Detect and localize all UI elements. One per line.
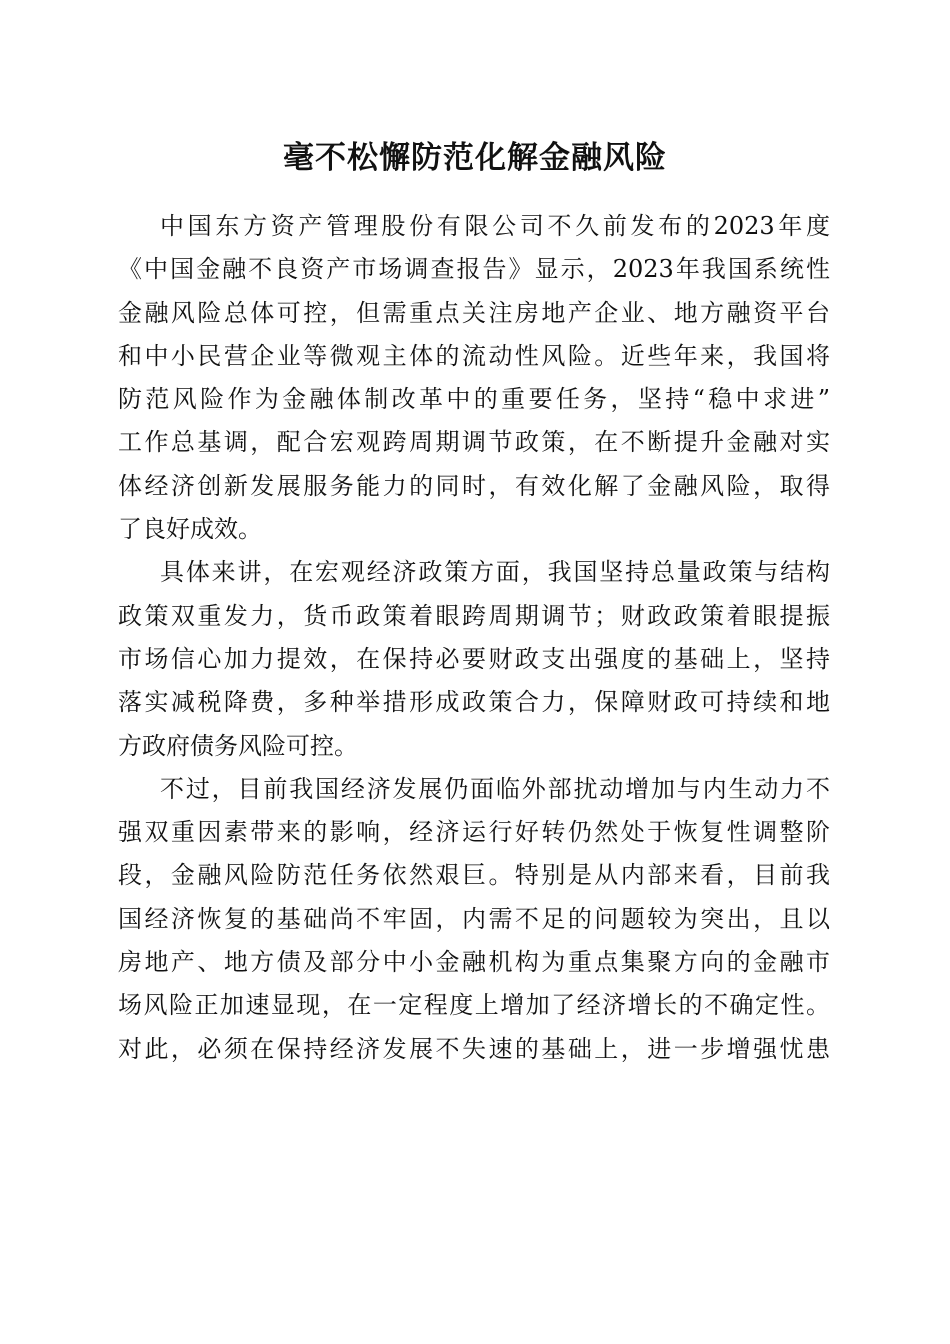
text-line: 具体来讲，在宏观经济政策方面，我国坚持总量政策与结构 (160, 558, 830, 587)
text-line: 中国东方资产管理股份有限公司不久前发布的2023年度 (160, 212, 830, 240)
text-line: 国经济恢复的基础尚不牢固，内需不足的问题较为突出，且以 (118, 904, 830, 933)
text-line: 金融风险总体可控，但需重点关注房地产企业、地方融资平台 (118, 298, 830, 327)
text-line: 政策双重发力，货币政策着眼跨周期调节；财政政策着眼提振 (118, 601, 830, 630)
text-line: 房地产、地方债及部分中小金融机构为重点集聚方向的金融市 (118, 948, 830, 977)
text-line: 对此，必须在保持经济发展不失速的基础上，进一步增强忧患 (118, 1034, 830, 1063)
text-line: 段，金融风险防范任务依然艰巨。特别是从内部来看，目前我 (118, 861, 830, 890)
text-line: 体经济创新发展服务能力的同时，有效化解了金融风险，取得 (118, 471, 830, 500)
paragraph-2 (118, 551, 830, 767)
text-line: 和中小民营企业等微观主体的流动性风险。近些年来，我国将 (118, 341, 830, 370)
paragraph-1 (118, 205, 830, 551)
document-body (118, 205, 830, 1071)
text-line: 强双重因素带来的影响，经济运行好转仍然处于恢复性调整阶 (118, 818, 830, 847)
text-line: 了良好成效。 (118, 515, 262, 544)
text-line: 《中国金融不良资产市场调查报告》显示，2023年我国系统性 (118, 255, 830, 284)
text-line: 方政府债务风险可控。 (118, 731, 358, 760)
text-line: 防范风险作为金融体制改革中的重要任务，坚持“稳中求进” (118, 385, 830, 414)
text-line: 不过，目前我国经济发展仍面临外部扰动增加与内生动力不 (160, 774, 830, 803)
paragraph-3 (118, 768, 830, 1071)
document-title: 毫不松懈防范化解金融风险 (283, 140, 667, 176)
text-line: 落实减税降费，多种举措形成政策合力，保障财政可持续和地 (118, 688, 830, 717)
text-line: 场风险正加速显现，在一定程度上增加了经济增长的不确定性。 (118, 991, 830, 1020)
text-line: 工作总基调，配合宏观跨周期调节政策，在不断提升金融对实 (118, 428, 830, 457)
text-line: 市场信心加力提效，在保持必要财政支出强度的基础上，坚持 (118, 644, 830, 673)
